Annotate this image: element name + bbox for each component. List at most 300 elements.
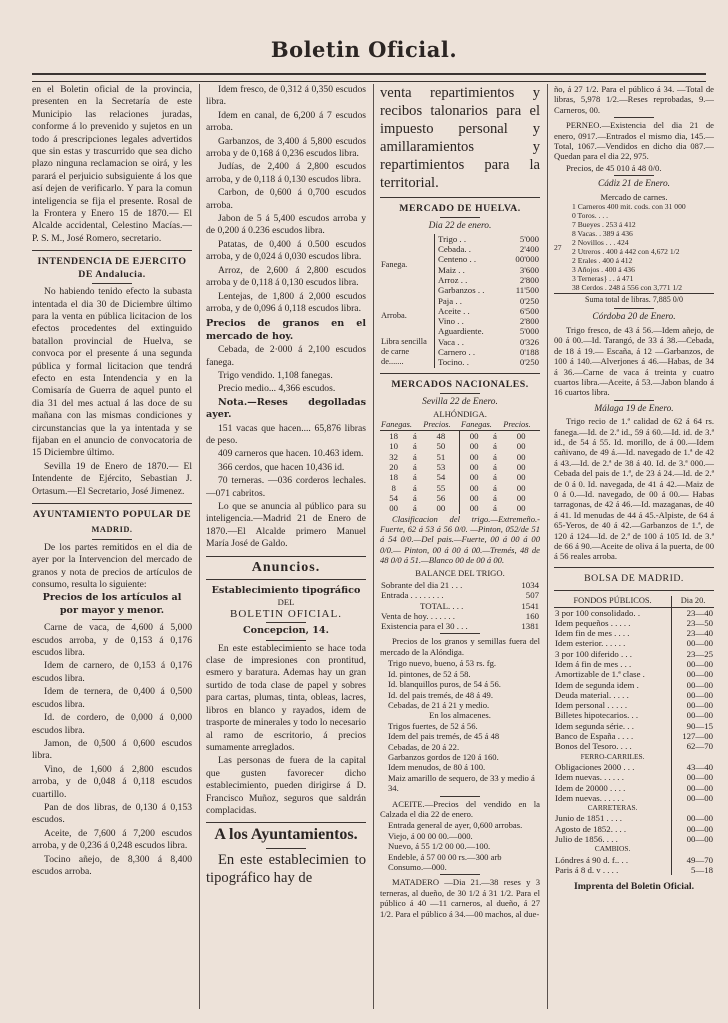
table-cell: 50 <box>436 441 446 452</box>
table-cell: á <box>412 451 417 462</box>
cadiz-subheading: Mercado de carnes. <box>600 191 668 202</box>
almacenes-line: Idem menudos, de 80 á 100. <box>388 762 486 773</box>
table-cell: 00 <box>460 431 488 442</box>
table-row <box>380 493 540 503</box>
table-section-heading: FERRO-CARRILES. <box>580 751 645 761</box>
malaga-paragraph: Trigo recio de 1.ª calidad de 62 á 64 rs. fanega.—Id. de 2.ª id., 59 á 60.—Id. id. de 3.ª id., de 54 á 55. Id. morillo, de á 00.—Idem cañivano, de 49 á.—Id. navegado de 1.ª de 42 á 43.—Id. de 2.ª de 38 á 40. Id. de 3.ª 000.—Cebada del pais de 1.ª, de 23 á 24.—Id. de 2.ª de 0 á 0. Id. navegada, de 41 á 42.—Maiz de 0 á 0.—Id. navegado, de 00 á 00.— Habas tarragonas, de 42 á 46.—Id. mazaganas, de 40 á 41. Id menudas de 44 á 45.-Alpiste, de 64 á 65-Yeros, de 40 á 42.—Garbanzos de 1.ª, de 120 á 124—Id. de 2.ª de 100 á 105 Id. de 3.ª de 66 á 90.—Aceite de oliva á la puerta, de 00 á 56 reales arroba. <box>554 416 714 562</box>
short-rule <box>440 393 480 394</box>
cadiz-line: 2 Utreros . 400 á 442 con 4,672 1/2 <box>572 247 680 257</box>
price-item: Carne de vaca, de 4,600 á 5,000 escudos arroba, y de 0,153 á 0,176 escudos libra. <box>32 622 192 659</box>
balance-heading: BALANCE DEL TRIGO. <box>415 567 505 578</box>
imprenta-footer: Imprenta del Boletin Oficial. <box>573 881 695 893</box>
madrid-paragraph: De los partes remitidos en el dia de ayer por la Intervencion del mercado de granos y nota de precios de artículos de consumo, resulta lo siguiente: <box>32 541 192 591</box>
fondo-value: 00—00 <box>672 659 714 669</box>
fondo-label: Bonos del Tesoro. . . . <box>555 741 632 752</box>
table-cell: 00 <box>460 462 488 472</box>
table-row <box>554 628 714 638</box>
venta-paragraph: venta repartimientos y recibos talonarios para el impuesto personal y amillaramientos y repartimientos para la territorial. <box>380 85 540 191</box>
reses-item: 151 vacas que hacen.... 65,876 libras de peso. <box>206 422 366 446</box>
granos-item: Trigo vendido. 1,108 fanegas. <box>218 369 333 381</box>
column-divider <box>199 84 200 1009</box>
establecimiento-paragraph: En este establecimiento se hace toda clase de impresiones con prontitud, esmero y baratura. Ademas hay un gran surtido de toda clase de papel y sobres para cartas, plumas, tinta, obleas, lacres, libros en blanco y rayados, idem de trasporte de minerales y todo lo necesario al ramo de escritorio, á precios sumamente arreglados. <box>206 642 366 753</box>
price-item: Lentejas, de 1,800 á 2,000 escudos arroba, y de 0,096 á 0,118 escudos libra. <box>206 290 366 314</box>
cadiz-line: 1 Carneros 400 mit. cods. con 31 000 <box>572 202 686 212</box>
cadiz-day: 27 <box>554 242 562 252</box>
almacenes-heading: En los almacenes. <box>429 710 491 721</box>
precios-fuera-paragraph: Precios de los granos y semillas fuera del mercado de la Alóndiga. <box>380 636 540 657</box>
table-row <box>554 741 714 751</box>
huelva-item: Tocino. . <box>435 357 505 367</box>
table-row <box>554 813 714 823</box>
table-cell: á <box>412 472 417 483</box>
granos-item: Precio medio... 4,366 escudos. <box>218 383 336 395</box>
fondo-label: 3 por 100 consolidado. . <box>555 607 641 618</box>
table-cell: 00 <box>516 451 526 462</box>
table-cell: 00 <box>436 503 446 514</box>
huelva-price: 0'326 <box>519 336 539 347</box>
cadiz-date: Cádiz 21 de Enero. <box>597 179 671 190</box>
table-row <box>554 865 714 875</box>
fondo-label: Obligaciones 2000 . . . <box>555 761 635 772</box>
aceite-line: Viejo, á 00 00 00.—000. <box>388 830 473 841</box>
fondos-date-heading: Dia 20. <box>672 596 714 607</box>
section-rule <box>554 590 714 591</box>
section-rule <box>32 503 192 504</box>
column-2 <box>206 84 366 1014</box>
reses-item: 409 carneros que hacen. 10.463 idem. <box>218 448 364 460</box>
fondo-value: 62—70 <box>672 741 714 751</box>
bolsa-heading: BOLSA DE MADRID. <box>584 572 684 584</box>
table-cell: á <box>412 482 417 493</box>
column-divider <box>373 84 374 1009</box>
table-cell: 53 <box>436 462 446 473</box>
table-row <box>554 793 714 803</box>
table-cell: á <box>412 431 417 442</box>
table-cell: á <box>493 472 497 483</box>
aceite-line: Endeble, á 57 00 00 rs.—300 arb <box>388 851 502 862</box>
huelva-price: 0'250 <box>519 357 539 368</box>
precios-heading: Precios de los artículos al por mayor y menor. <box>42 592 182 616</box>
table-cell: 00 <box>460 483 488 493</box>
price-item: Judías, de 2,400 á 2,800 escudos arroba, y de 0,118 á 0,130 escudos libra. <box>206 161 366 185</box>
cadiz-line: 8 Vacas. . 389 á 436 <box>572 229 633 239</box>
price-item: Idem fresco, de 0,312 á 0,350 escudos libra. <box>206 84 366 108</box>
table-header-row <box>554 596 714 607</box>
huelva-price: 0'188 <box>519 347 539 358</box>
table-row <box>554 680 714 690</box>
short-rule <box>440 633 480 634</box>
table-cell: 51 <box>436 451 446 462</box>
huelva-date: Dia 22 de enero. <box>428 221 492 232</box>
short-rule <box>614 400 654 401</box>
table-row <box>380 452 540 462</box>
table-row <box>554 659 714 669</box>
cadiz-line: 3 Añojos . 400 á 436 <box>572 265 635 275</box>
almacenes-line: Trigos fuertes, de 52 á 56. <box>388 720 478 731</box>
price-item: Jamon, de 0,500 á 0,600 escudos libra. <box>32 737 192 762</box>
table-cell: 55 <box>436 482 446 493</box>
table-row <box>380 503 540 513</box>
section-rule <box>380 373 540 374</box>
table-cell: 00 <box>516 492 526 503</box>
price-item: Id. de cordero, de 0,000 á 0,000 escudos libra. <box>32 712 192 736</box>
ayuntamiento-heading: AYUNTAMIENTO POPULAR DE <box>32 509 192 520</box>
fondo-value: 49—70 <box>672 855 714 865</box>
table-row <box>554 669 714 679</box>
short-rule <box>92 619 132 620</box>
intendencia-signature: Sevilla 19 de Enero de 1870.— El Intendente de Ejército, Sebastian J. Ortasum.—El Secretario, José Jimenez. <box>32 460 192 497</box>
price-item: Vino, de 1,600 á 2,800 escudos arroba, y de 0,048 á 0,118 escudos cuartillo. <box>32 763 192 800</box>
clasificacion-paragraph: Clasificacion del trigo.—Extremeño.-Fuerte, 62 á 53 á 56 0/0. —Pinton, 052/de 51 á 54 0/0.—Del pais.—Fuerte, 00 á 00 á 00 0/0.— Pinton, 00 á 00 á 00.—Tremés, 48 de 48 0/0 á 51.—Blanco 00 de 00 á 00. <box>380 513 540 566</box>
table-row <box>554 762 714 772</box>
fondo-label: Idem nuevas. . . . . . <box>555 772 624 783</box>
fondo-value: 00—00 <box>672 710 714 720</box>
cadiz-line: 3 Terneras} . . á 471 <box>572 274 634 284</box>
fondo-value: 00—00 <box>672 638 714 648</box>
fondo-label: Idem esterior. . . . . . <box>555 638 626 649</box>
publico-paragraph: Lo que se anuncia al público para su inteligencia.—Madrid 21 de Enero de 1870.—El Alcalde primero Manuel María José de Galdo. <box>206 501 366 550</box>
table-row <box>380 601 540 611</box>
table-row <box>380 431 540 442</box>
almacenes-line: Idem del pais tremés, de 45 á 48 <box>388 731 500 742</box>
cadiz-line: 38 Cerdos . 248 á 556 con 3,771 1/2 <box>572 283 683 293</box>
aceite-paragraph: ACEITE.—Precios del vendido en la Calzada el dia 22 de enero. <box>380 798 540 819</box>
cadiz-line: 0 Toros. . . . <box>572 211 609 221</box>
table-cell: á <box>412 492 417 503</box>
huelva-item: Garbanzos . . <box>435 285 505 295</box>
fondo-value: 00—00 <box>672 669 714 679</box>
section-rule <box>32 250 192 251</box>
fondo-label: Idem fin de mes . . . . <box>555 628 630 639</box>
fondo-label: Julio de 1856. . . . <box>555 834 618 845</box>
fondo-label: Banco de España . . . . <box>555 731 634 742</box>
cadiz-line: 2 Novillos . . . 424 <box>572 238 629 248</box>
almacenes-list <box>380 721 540 794</box>
price-item: Carbon, de 0,600 á 0,700 escudos arroba. <box>206 187 366 211</box>
matadero-continued: ño, á 27 1/2. Para el público á 34. —Total de libras, 5,978 1/2.—Reses reprobadas, 9.—Carneros, 00. <box>554 84 714 115</box>
price-item: Pan de dos libras, de 0,130 á 0,153 escudos. <box>32 801 192 826</box>
balance-value: 1381 <box>521 621 539 632</box>
huelva-item: Aguardiente. <box>435 326 505 336</box>
short-rule <box>440 217 480 218</box>
granos-list <box>380 658 540 710</box>
table-cell: 00 <box>516 431 526 442</box>
table-cell: 00 <box>389 503 399 514</box>
fondo-label: Agosto de 1852. . . . <box>555 823 627 834</box>
section-rule <box>206 579 366 580</box>
table-row <box>380 621 540 631</box>
almacenes-line: Garbanzos gordos de 120 á 160. <box>388 751 499 762</box>
intendencia-paragraph: No habiendo tenido efecto la subasta intentada el dia 30 de Diciembre último para la venta en pública licitacion de los efectos procedentes del extinguido batallon provincial de Huelva, se convoca por el presente á una segunda pública y formal licitacion que tendrá efecto en esta Intendencia y en la Comisaría de Guerra de aquel punto el dia 31 del mes actual á las doce de su mañana con las mismas condiciones y circunstancias que la ya intentada y se fijaban en el anuncio de convocatoria de 15 Diciembre último. <box>32 286 192 459</box>
fondo-value: 5—18 <box>672 865 714 875</box>
table-row <box>380 590 540 600</box>
table-cell: 00 <box>516 503 526 514</box>
balance-table <box>380 580 540 631</box>
balance-label: Sobrante del dia 21 . . . <box>381 580 463 590</box>
short-rule <box>266 640 306 641</box>
pernero-paragraph: PERNEO.—Existencia del dia 21 de enero, 0917.—Entrados el mismo dia, 145.—Total, 1067.—Vendidos en dicho dia 087.—Quedan para el dia 22, 975. <box>554 120 714 162</box>
malaga-date: Málaga 19 de Enero. <box>594 403 674 414</box>
table-cell: 54 <box>389 492 399 503</box>
table-cell: 20 <box>389 462 399 473</box>
almacenes-line: Cebadas, de 20 á 22. <box>388 741 460 752</box>
fondo-label: Idem de 20000 . . . . <box>555 782 626 793</box>
table-row <box>554 649 714 659</box>
table-cell: 00 <box>460 441 488 451</box>
column-divider <box>547 84 548 1009</box>
table-cell: á <box>493 503 497 514</box>
price-item: Idem de carnero, de 0,153 á 0,176 escudos libra. <box>32 660 192 684</box>
table-row <box>554 710 714 720</box>
table-row <box>380 337 540 347</box>
table-row <box>380 296 540 306</box>
intro-paragraph: en el Boletin oficial de la provincia, presenten en la Secretaría de este Municipio las relaciones juradas, conforme á lo prevenido y sujetos en un todo á prescripciones legales advertidos que sin estas y trascurrido que sea dicho plazo ninguna reclamacion se oirá, y les parará el perjuicio subsiguiente á los que así dejen de verificarlo. Y para la comun inteligencia se fija el presente. Rosal de la Frontera y Enero 15 de 1870.— El Alcalde accidental, Celestino Macías.—P. S. M., José Romero, secretario. <box>32 84 192 244</box>
huelva-item: Maiz . . <box>435 265 505 275</box>
section-rule <box>206 556 366 557</box>
column-3 <box>380 84 540 1014</box>
table-row <box>380 580 540 590</box>
table-section-row <box>554 844 714 854</box>
table-section-heading: CAMBIOS. <box>594 844 631 854</box>
short-rule <box>92 539 132 540</box>
establecimiento-heading: Establecimiento tipográfico <box>211 585 361 597</box>
fondo-label: Deuda material. . . . . <box>555 689 629 700</box>
table-row <box>554 834 714 844</box>
huelva-item: Vino . . <box>435 316 505 326</box>
fondo-value: 43—40 <box>672 762 714 772</box>
table-row <box>554 700 714 710</box>
fondos-heading: FONDOS PÚBLICOS. <box>554 596 672 607</box>
huelva-price: 11'500 <box>515 285 539 296</box>
short-rule <box>614 175 654 176</box>
granos-item: Cebada, de 2·000 á 2,100 escudos fanega. <box>206 344 366 368</box>
granos-heading: Precios de granos en el mercado de hoy. <box>206 318 366 342</box>
table-cell <box>672 752 714 762</box>
table-section-row <box>554 752 714 762</box>
fondo-label: Junio de 1851 . . . . <box>555 813 622 824</box>
huelva-price: 6'500 <box>519 305 539 316</box>
huelva-item: Vaca . . <box>435 337 505 347</box>
alhondiga-heading: ALHÓNDIGA. <box>433 409 487 420</box>
fondo-label: Paris á 8 d. v . . . . <box>555 864 619 875</box>
table-cell: 00 <box>516 441 526 452</box>
table-row <box>554 690 714 700</box>
price-item: Idem de ternera, de 0,400 á 0,500 escudos libra. <box>32 686 192 710</box>
price-item: Arroz, de 2,600 á 2,800 escudos arroba y de 0,118 á 0,130 escudos libra. <box>206 264 366 289</box>
short-rule <box>266 622 306 623</box>
huelva-item: Trigo . . <box>435 234 505 244</box>
cadiz-list <box>564 202 714 292</box>
balance-value: 507 <box>525 590 539 601</box>
price-item: Garbanzos, de 3,400 á 5,800 escudos arroba y de 0,168 á 0,236 escudos libra. <box>206 135 366 160</box>
table-cell: 48 <box>436 431 446 442</box>
fondo-value: 00—00 <box>672 783 714 793</box>
price-item: Aceite, de 7,600 á 7,200 escudos arroba, y de 0,236 á 0,248 escudos libra. <box>32 827 192 852</box>
fondo-label: Amortizable de 1.ª clase . <box>555 669 645 680</box>
huelva-price: 5'000 <box>519 233 539 244</box>
granos-line: Id. pintones, de 52 á 58. <box>388 668 471 679</box>
cadiz-block <box>554 202 714 292</box>
balance-label: Existencia para el 30 . . . <box>381 621 468 632</box>
granos-line: Id. blanquillos puros, de 54 á 56. <box>388 679 501 690</box>
establecimiento-address: Concepcion, 14. <box>243 625 329 637</box>
table-cell: 00 <box>460 452 488 462</box>
table-row <box>380 611 540 621</box>
balance-value: 160 <box>525 610 539 621</box>
establecimiento-paragraph-2: Las personas de fuera de la capital que gusten favorecer dicho establecimiento, pueden dirigirse á D. Francisco Muñoz, seguros que saldrán complacidas. <box>206 755 366 816</box>
table-row <box>554 772 714 782</box>
table-cell: 56 <box>436 492 446 503</box>
huelva-group: Libra sencilla de carne de....... <box>381 336 427 367</box>
table-cell: 18 <box>389 431 399 442</box>
anuncios-heading: Anuncios. <box>251 559 321 575</box>
fondo-label: Lóndres á 90 d. f.. . . <box>555 854 629 865</box>
reses-item: 70 terneras. —036 corderos lechales.—071 cabritos. <box>206 475 366 499</box>
short-rule <box>92 283 132 284</box>
aceite-line: Nuevo, á 55 1/2 00 00.—100. <box>388 841 491 852</box>
short-rule <box>614 308 654 309</box>
table-header: Fanegas. <box>460 420 502 431</box>
table-cell: á <box>412 462 417 473</box>
fondo-value: 23—50 <box>672 618 714 628</box>
pernero-precios: Precios, de 45 010 á 48 0/0. <box>566 162 662 173</box>
table-header-row <box>380 420 540 431</box>
huelva-price: 3'600 <box>519 264 539 275</box>
granos-line: Id. del pais tremés, de 48 á 49. <box>388 689 494 700</box>
fondo-value: 23—40 <box>672 607 714 618</box>
ayuntamientos-paragraph: En este establecimien to tipográfico hay de <box>206 851 366 886</box>
fondo-value: 00—00 <box>672 834 714 844</box>
table-cell <box>672 803 714 813</box>
table-cell: 00 <box>460 493 488 503</box>
table-row <box>380 483 540 493</box>
cadiz-line: 7 Bueyes . 253 á 412 <box>572 220 636 230</box>
short-rule <box>440 796 480 797</box>
masthead-title: Boletin Oficial. <box>270 37 458 62</box>
short-rule <box>440 874 480 875</box>
fondo-value: 00—00 <box>672 813 714 823</box>
table-row <box>380 234 540 244</box>
huelva-item: Centeno . . <box>435 254 505 264</box>
price-item: Jabon de 5 á 5,400 escudos arroba y de 0,200 á 0.236 escudos libra. <box>206 213 366 237</box>
huelva-price: 2'800 <box>519 275 539 285</box>
short-rule <box>614 117 654 118</box>
huelva-item: Paja . . <box>435 296 505 306</box>
fondo-label: Idem personal . . . . . <box>555 700 628 711</box>
fondo-value: 00—00 <box>672 824 714 834</box>
ayuntamientos-heading: A los Ayuntamientos. <box>214 826 358 844</box>
table-row <box>554 618 714 628</box>
table-header: Precios. <box>422 420 460 431</box>
table-cell: 00 <box>460 472 488 482</box>
huelva-heading: MERCADO DE HUELVA. <box>399 203 521 214</box>
table-section-heading: CARRETERAS. <box>587 803 638 813</box>
establecimiento-name: BOLETIN OFICIAL. <box>230 607 342 620</box>
cadiz-total: Suma total de libras. 7,885 0/0 <box>554 293 714 306</box>
aceite-line: Consumo.—000. <box>388 862 447 873</box>
granos-line: Cebadas, de 21 á 21 y medio. <box>388 699 490 710</box>
alhondiga-table <box>380 420 540 514</box>
huelva-price: 00'000 <box>515 254 539 265</box>
table-row <box>554 731 714 741</box>
table-cell: 8 <box>391 482 396 493</box>
fondo-label: Idem segunda série. . . <box>555 720 634 731</box>
masthead-rule <box>32 73 706 82</box>
table-row <box>380 472 540 482</box>
fondo-label: Idem de segunda idem . <box>555 679 639 690</box>
table-cell: á <box>493 482 497 493</box>
table-cell: 18 <box>389 472 399 483</box>
table-cell: á <box>493 441 497 452</box>
balance-value: 1034 <box>521 580 539 590</box>
table-row <box>554 855 714 865</box>
table-cell <box>672 844 714 854</box>
table-cell: á <box>493 451 497 462</box>
table-cell: 00 <box>516 472 526 483</box>
almacenes-line: Maiz amarillo de sequero, de 33 y medio á 34. <box>388 772 535 794</box>
cordoba-paragraph: Trigo fresco, de 43 á 56.—Idem añejo, de 00 á 00.—Id. Tarangó, de 33 á 38.—Cebada, de 18 á 19.— Escaña, á 12 —Garbanzos, de 100 á 140.—Alverjones á 46.—Habas, de 34 á 36.—Carne de vaca á treinta y cuatro cuartos libra.—Aceite, á 53.—Jabon blando á 16 cuartos libra. <box>554 324 714 398</box>
huelva-table <box>380 234 540 368</box>
aceite-list <box>380 820 540 872</box>
short-rule <box>266 848 306 849</box>
table-header: Fanegas. <box>380 420 422 431</box>
table-row <box>380 441 540 451</box>
fondos-table <box>554 596 714 875</box>
matadero-paragraph: MATADERO —Dia 21.—38 reses y 3 terneras, al dueño, de 30 1/2 á 31 1/2. Para el público á 40 —11 carneros, al dueño, á 27 1/2. Para el público á 34.—00 machos, al due- <box>380 877 540 919</box>
fondo-value: 23—25 <box>672 649 714 659</box>
table-cell: á <box>412 503 417 514</box>
table-row <box>554 607 714 618</box>
reses-item: 366 cerdos, que hacen 10,436 id. <box>218 461 345 473</box>
fondo-value: 00—00 <box>672 793 714 803</box>
column-4 <box>554 84 714 1014</box>
table-row <box>554 721 714 731</box>
balance-label: TOTAL. . . . <box>420 600 464 611</box>
section-rule <box>380 197 540 198</box>
table-section-row <box>554 803 714 813</box>
establecimiento-del: DEL <box>277 597 295 608</box>
section-rule <box>554 567 714 568</box>
huelva-group: Arroba. <box>381 311 407 321</box>
price-item: Patatas, de 0,400 á 0.500 escudos arroba, y de 0,024 á 0,030 escudos libra. <box>206 238 366 263</box>
fondo-label: 3 por 100 diferido . . . <box>555 648 632 659</box>
table-header: Precios. <box>502 420 540 431</box>
fondo-value: 00—00 <box>672 680 714 690</box>
huelva-price: 2'800 <box>519 316 539 327</box>
fondo-value: 00—00 <box>672 772 714 782</box>
cadiz-line: 2 Erales . 400 á 412 <box>572 256 633 266</box>
huelva-group: Fanega. <box>381 259 408 269</box>
table-cell: 10 <box>389 441 399 452</box>
price-item: Idem en canal, de 6,200 á 7 escudos arroba. <box>206 109 366 134</box>
table-cell: 00 <box>516 482 526 493</box>
intendencia-heading: INTENDENCIA DE EJERCITO DE Andalucia. <box>37 256 187 280</box>
balance-value: 1541 <box>521 600 539 611</box>
reses-heading: Nota.—Reses degolladas ayer. <box>206 396 366 421</box>
table-row <box>554 638 714 648</box>
table-cell: á <box>493 431 497 442</box>
table-cell: 54 <box>436 472 446 483</box>
huelva-item: Arroz . . <box>435 275 505 285</box>
huelva-item: Carnero . . <box>435 347 505 357</box>
balance-label: Entrada . . . . . . . . <box>381 590 444 601</box>
huelva-item: Cebada. . <box>435 244 505 254</box>
table-cell: á <box>493 492 497 503</box>
huelva-price: 5'000 <box>519 326 539 337</box>
table-row <box>554 783 714 793</box>
section-rule <box>206 822 366 823</box>
aceite-line: Entrada general de ayer, 0,600 arrobas. <box>388 820 523 831</box>
